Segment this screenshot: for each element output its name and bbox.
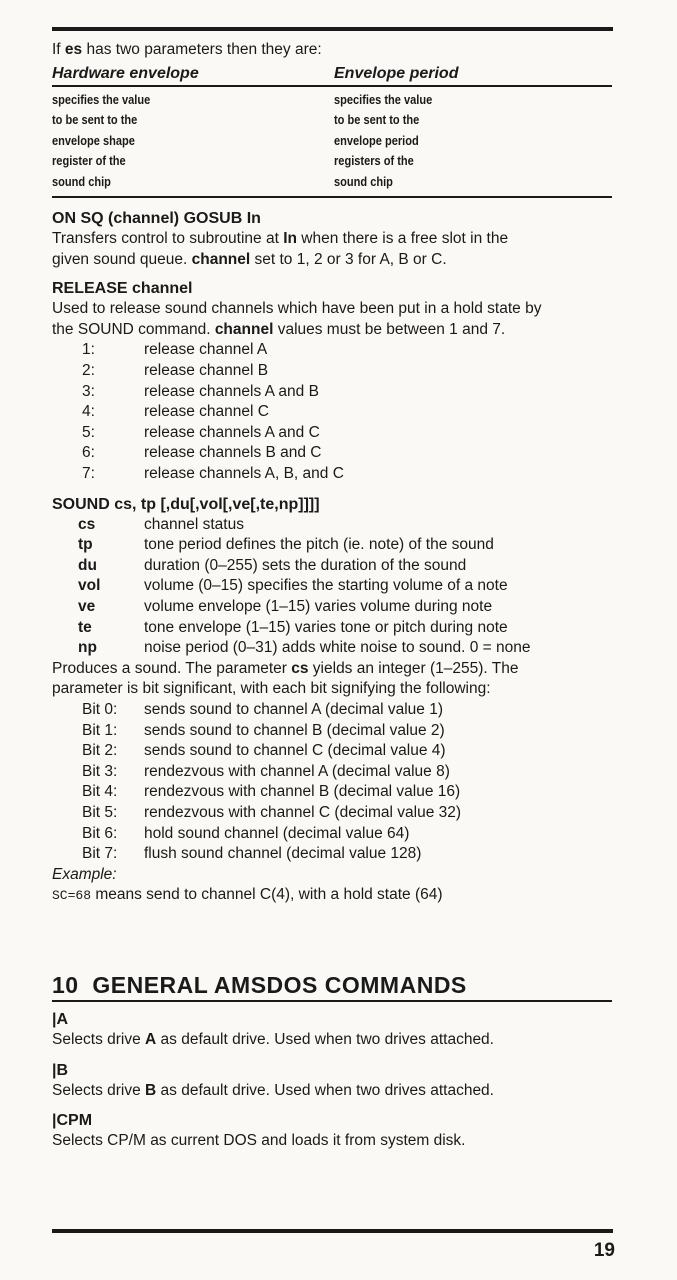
list-item: 2: release channel B [82, 362, 269, 380]
sound-produces-line1: Produces a sound. The parameter cs yields an integer (1–255). The [52, 659, 519, 677]
list-item: cs channel status [78, 515, 244, 533]
sound-param-list [52, 515, 612, 659]
table-cell-envelope-period: specifies the value to be sent to the envelope period registers of the sound chip [334, 91, 433, 189]
release-desc-line1: Used to release sound channels which have been put in a hold state by [52, 300, 542, 318]
sound-produces-line2: parameter is bit significant, with each bit signifying the following: [52, 680, 491, 698]
command-cpm-desc: Selects CP/M as current DOS and loads it from system disk. [52, 1132, 466, 1150]
list-item: 4: release channel C [82, 403, 269, 421]
list-item: vol volume (0–15) specifies the starting volume of a note [78, 577, 508, 595]
list-item: Bit 0: sends sound to channel A (decimal value 1) [82, 700, 443, 718]
top-rule [52, 27, 613, 31]
list-item: du duration (0–255) sets the duration of the sound [78, 556, 467, 574]
example-text: SC=68 means send to channel C(4), with a hold state (64) [52, 886, 443, 904]
table-bottom-rule [52, 196, 612, 198]
page-number: 19 [593, 1240, 615, 1261]
list-item: Bit 5: rendezvous with channel C (decimal value 32) [82, 803, 462, 821]
bottom-rule [52, 1229, 613, 1233]
list-item: Bit 6: hold sound channel (decimal value 64) [82, 824, 410, 842]
list-item: 1: release channel A [82, 341, 268, 359]
on-sq-heading: ON SQ (channel) GOSUB In [52, 210, 261, 228]
bit-list [52, 700, 612, 865]
table-header-envelope-period: Envelope period [334, 64, 612, 87]
command-cpm-heading: |CPM [52, 1112, 93, 1130]
release-desc-line2: the SOUND command. channel values must be between 1 and 7. [52, 320, 506, 338]
envelope-table [52, 64, 612, 199]
list-item: 3: release channels A and B [82, 382, 319, 400]
list-item: ve volume envelope (1–15) varies volume during note [78, 598, 493, 615]
list-item: Bit 2: sends sound to channel C (decimal value 4) [82, 742, 446, 760]
command-a-desc: Selects drive A as default drive. Used when two drives attached. [52, 1030, 494, 1048]
page-content [52, 40, 612, 1152]
example-label: Example: [52, 865, 117, 883]
command-b-desc: Selects drive B as default drive. Used when two drives attached. [52, 1081, 494, 1099]
list-item: np noise period (0–31) adds white noise to sound. 0 = none [78, 639, 531, 657]
table-header-hardware-envelope: Hardware envelope [52, 64, 334, 87]
table-cell-hardware-envelope: specifies the value to be sent to the envelope shape register of the sound chip [52, 91, 151, 189]
list-item: Bit 4: rendezvous with channel B (decimal value 16) [82, 783, 461, 801]
list-item: Bit 1: sends sound to channel B (decimal value 2) [82, 721, 445, 739]
list-item: tp tone period defines the pitch (ie. note) of the sound [78, 536, 494, 554]
list-item: 6: release channels B and C [82, 444, 322, 462]
list-item: 5: release channels A and C [82, 423, 320, 441]
chapter-title: 10 GENERAL AMSDOS COMMANDS [52, 971, 612, 1002]
command-a-heading: |A [52, 1010, 69, 1028]
intro-text: If es has two parameters then they are: [52, 41, 322, 58]
list-item: te tone envelope (1–15) varies tone or pitch during note [78, 618, 508, 636]
on-sq-desc-line2: given sound queue. channel set to 1, 2 or 3 for A, B or C. [52, 250, 447, 268]
list-item: Bit 7: flush sound channel (decimal value 128) [82, 845, 422, 863]
list-item: Bit 3: rendezvous with channel A (decimal value 8) [82, 762, 450, 780]
sound-heading: SOUND cs, tp [,du[,vol[,ve[,te,np]]]] [52, 495, 320, 513]
on-sq-desc-line1: Transfers control to subroutine at In when there is a free slot in the [52, 230, 509, 248]
release-heading: RELEASE channel [52, 280, 193, 298]
release-list [52, 340, 612, 484]
list-item: 7: release channels A, B, and C [82, 465, 344, 483]
command-b-heading: |B [52, 1061, 69, 1079]
